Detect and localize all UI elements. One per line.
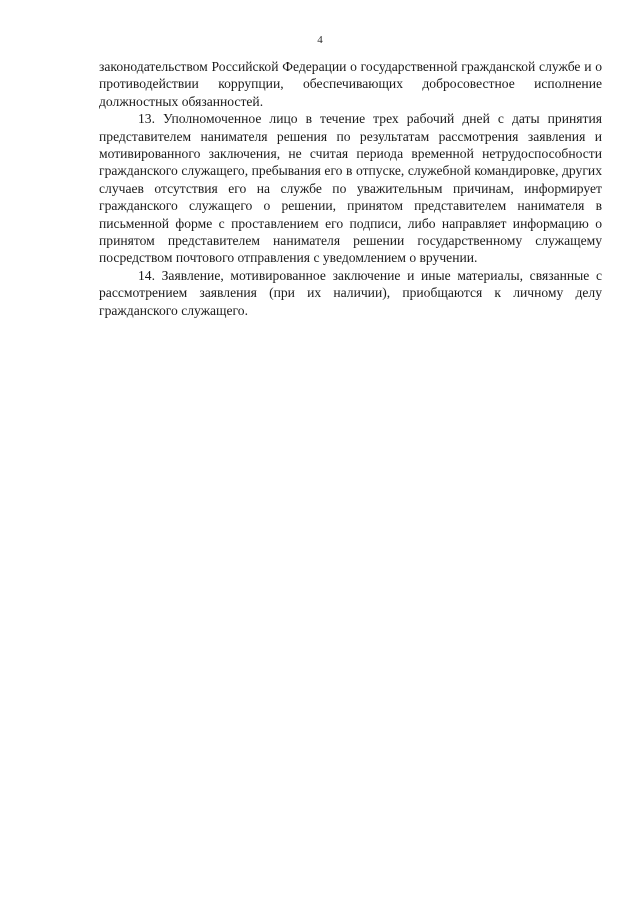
paragraph-continuation: законодательством Российской Федерации о государственной гражданской службе и о противодействии коррупции, обеспечивающих добросовестное исполнение должностных обязанностей. <box>99 59 602 109</box>
paragraph-14: 14. Заявление, мотивированное заключение и иные материалы, связанные с рассмотрением заявления (при их наличии), приобщаются к личному делу гражданского служащего. <box>99 267 602 318</box>
page-number: 4 <box>317 34 323 46</box>
document-body <box>99 58 602 319</box>
paragraph-13: 13. Уполномоченное лицо в течение трех рабочий дней с даты принятия представителем нанимателя решения по результатам рассмотрения заявления и мотивированного заключения, не считая периода временной нетрудоспособности гражданского служащего, пребывания его в отпуске, служебной командировке, других случаев отсутствия его на службе по уважительным причинам, информирует гражданского служащего о решении, принятом представителем нанимателя в письменной форме с проставлением его подписи, либо направляет информацию о принятом представителем нанимателя решении государственному служащему посредством почтового отправления с уведомлением о вручении. <box>99 111 602 266</box>
